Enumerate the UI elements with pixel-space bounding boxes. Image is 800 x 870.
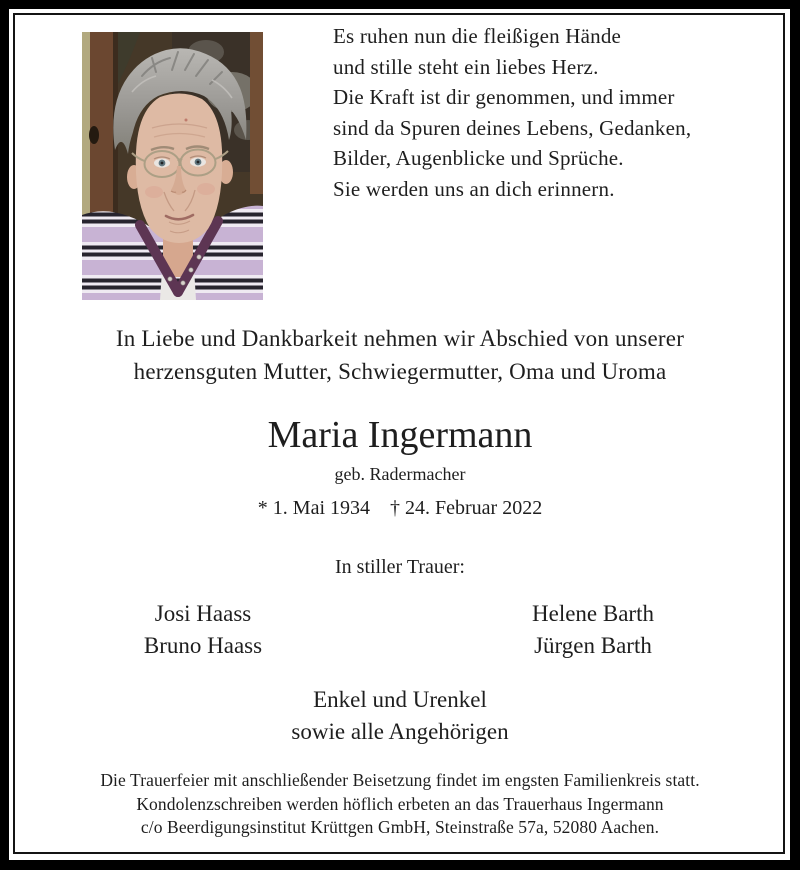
poem-line: und stille steht ein liebes Herz. — [333, 54, 599, 79]
death-date: † 24. Februar 2022 — [390, 497, 543, 519]
portrait-photo — [82, 32, 263, 300]
poem-line: Es ruhen nun die fleißigen Hände — [333, 24, 622, 48]
poem-line: sind da Spuren deines Lebens, Gedanken, — [333, 115, 692, 140]
maiden-name: geb. Radermacher — [334, 464, 466, 484]
farewell-intro — [0, 322, 800, 388]
mourning-header: In stiller Trauer: — [335, 556, 465, 578]
mourners-column-right — [508, 598, 678, 662]
mourner-name: Bruno Haass — [143, 633, 263, 658]
funeral-information — [0, 769, 800, 840]
portrait-photo-illustration — [82, 32, 263, 300]
poem-line: Bilder, Augenblicke und Sprüche. — [333, 146, 624, 171]
deceased-name: Maria Ingermann — [267, 414, 533, 456]
life-dates — [0, 495, 800, 521]
mourners-footer — [0, 684, 800, 748]
poem — [333, 21, 773, 205]
farewell-intro-line: In Liebe und Dankbarkeit nehmen wir Abschied von unserer — [115, 326, 685, 351]
mourners-list — [0, 598, 800, 668]
funeral-information-line: c/o Beerdigungsinstitut Krüttgen GmbH, Steinstraße 57a, 52080 Aachen. — [140, 817, 660, 837]
mourners-column-left — [118, 598, 288, 662]
mourner-name: Josi Haass — [154, 601, 252, 626]
birth-date: * 1. Mai 1934 — [257, 497, 370, 519]
funeral-information-line: Die Trauerfeier mit anschließender Beisetzung findet im engsten Familienkreis statt. — [100, 770, 700, 790]
poem-line: Sie werden uns an dich erinnern. — [333, 176, 615, 201]
mourner-name: Jürgen Barth — [534, 633, 652, 658]
mourners-footer-line: sowie alle Angehörigen — [291, 719, 509, 744]
poem-line: Die Kraft ist dir genommen, und immer — [333, 85, 675, 110]
mourners-footer-line: Enkel und Urenkel — [313, 687, 487, 712]
farewell-intro-line: herzensguten Mutter, Schwiegermutter, Oma und Uroma — [133, 359, 667, 384]
mourner-name: Helene Barth — [532, 601, 654, 626]
funeral-information-line: Kondolenzschreiben werden höflich erbeten an das Trauerhaus Ingermann — [136, 793, 664, 814]
